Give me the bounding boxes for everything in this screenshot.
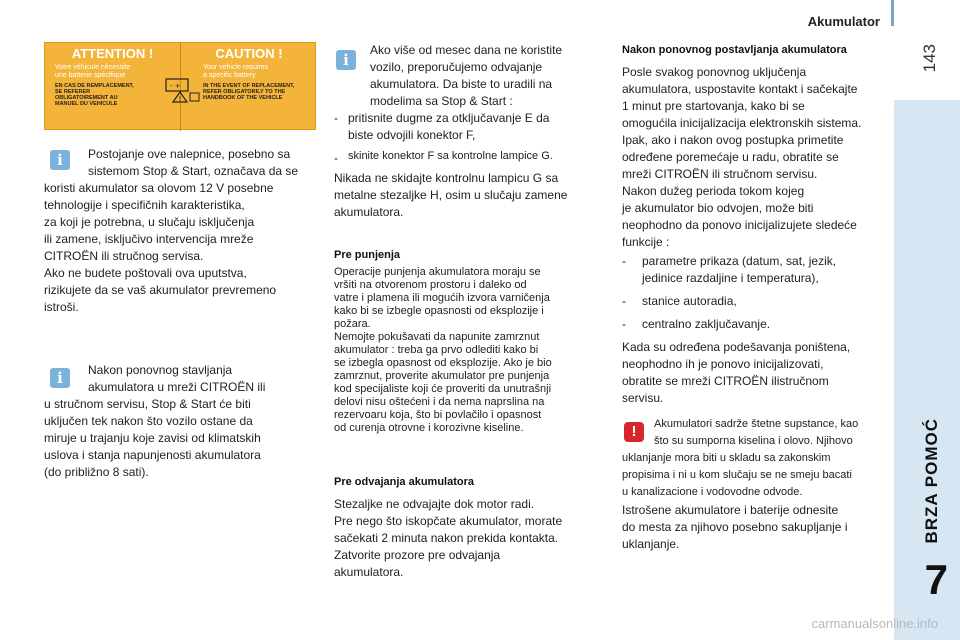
text-line: vatre i plamena ili mogućih izvora varničenja — [334, 292, 550, 304]
text-line: Kada su određena podešavanja poništena, — [622, 340, 851, 354]
info-icon: i — [336, 50, 356, 70]
charging-text — [334, 266, 604, 435]
text-line: 1 minut pre startovanja, kako bi se — [622, 99, 805, 113]
battery-warning-icon — [163, 77, 201, 103]
text-line: se izbegla opasnost od eksplozije. Ako je bio — [334, 357, 552, 369]
text-line: servisu. — [622, 391, 664, 405]
section-heading: Pre punjenja — [334, 249, 401, 261]
label-en-line1: Your vehicle requires — [203, 64, 269, 71]
disconnect-text — [334, 496, 604, 581]
label-fr-small: EN CAS DE REMPLACEMENT, SE REFERER OBLIGATOIREMENT AU MANUEL DU VEHICULE — [55, 83, 134, 107]
warning-lamp-note — [334, 170, 602, 221]
text-line: od curenja otrovne i korozivne kiseline. — [334, 422, 524, 434]
text-line: funkcije : — [622, 235, 670, 249]
text-line: kako bi se izbegle opasnosti od eksplozije i — [334, 305, 544, 317]
header-divider — [891, 0, 894, 26]
text-line: sistemom Stop & Start, označava da se — [88, 164, 299, 178]
text-line: što su sumporna kiselina i olovo. Njihovo — [654, 435, 853, 447]
text-line: Nakon dužeg perioda tokom kojeg — [622, 184, 805, 198]
text-line: obratite se mreži CITROËN ilistručnom — [622, 374, 829, 388]
label-fr-line2: une batterie spécifique — [55, 72, 126, 79]
list-item: - pritisnite dugme za otključavanje E da biste odvojili konektor F, — [334, 111, 550, 142]
text-line: uklanjanje mora biti u skladu sa zakonskim — [622, 452, 831, 464]
info-icon: i — [50, 150, 70, 170]
text-line: akumulatora, uspostavite kontakt i sačekajte — [622, 82, 858, 96]
text-line: uključen tek nakon što vozilo ostane da — [44, 414, 253, 428]
text-line: Ako ne budete poštovali ova uputstva, — [44, 266, 247, 280]
text-line: skinite konektor F sa kontrolne lampice G. — [348, 150, 553, 162]
text-line: Pre nego što iskopčate akumulator, morate — [334, 514, 563, 528]
text-line: propisima i ni u kom slučaju se ne smeju bacati — [622, 469, 852, 481]
text-line: jedinice razdaljine i temperatura), — [642, 271, 819, 285]
recycling-note — [622, 502, 892, 553]
text-line: miruje u trajanju koje zavisi od klimatskih — [44, 431, 261, 445]
text-line: mreži CITROËN ili stručnom servisu. — [622, 167, 818, 181]
hazard-note — [622, 416, 894, 501]
label-caution: CAUTION ! — [215, 46, 283, 61]
text-line: vozilo, preporučujemo odvajanje — [370, 60, 543, 74]
text-line: određene poremećaje u radu, obratite se — [622, 150, 839, 164]
text-line: do mesta za njihovo posebno sakupljanje i — [622, 520, 848, 534]
list-item: - skinite konektor F sa kontrolne lampice G. — [334, 150, 553, 165]
reinit-paragraph — [622, 339, 892, 407]
list-item: - stanice autoradia, — [622, 294, 737, 308]
text-line: Nakon ponovnog stavljanja — [88, 363, 233, 377]
page-number: 143 — [920, 44, 939, 73]
disconnect-instructions — [334, 42, 602, 167]
warning-icon: ! — [624, 422, 644, 442]
text-line: kod specijaliste koji će proveriti da unutrašnji — [334, 383, 552, 395]
text-line: Stezaljke ne odvajajte dok motor radi. — [334, 497, 535, 511]
chapter-number: 7 — [924, 556, 948, 603]
text-line: Postojanje ove nalepnice, posebno sa — [88, 147, 291, 161]
stop-start-note — [44, 362, 314, 481]
text-line: Ipak, ako i nakon ovog postupka primetite — [622, 133, 844, 147]
label-french — [45, 43, 181, 131]
text-line: istroši. — [44, 300, 79, 314]
text-line: stanice autoradia, — [642, 294, 737, 308]
reconnect-text — [622, 64, 892, 407]
text-line: parametre prikaza (datum, sat, jezik, — [642, 254, 837, 268]
label-en-line2: a specific battery — [203, 72, 256, 79]
text-line: u kanalizacione i vodovodne odvode. — [622, 486, 803, 498]
label-explanation — [44, 146, 314, 316]
label-fr-line1: Votre véhicule nécessite — [55, 64, 131, 71]
text-line: sačekati 2 minuta nakon prekida kontakta. — [334, 531, 559, 545]
text-line: vršiti na otvorenom prostoru i daleko od — [334, 279, 527, 291]
watermark: carmanualsonline.info — [811, 616, 938, 631]
text-line: akumulatora. — [334, 205, 404, 219]
text-line: rizikujete da se vaš akumulator prevremeno — [44, 283, 277, 297]
info-icon: i — [50, 368, 70, 388]
text-line: Operacije punjenja akumulatora moraju se — [334, 266, 541, 278]
list-item: - parametre prikaza (datum, sat, jezik, jedinice razdaljine i temperatura), — [622, 254, 837, 285]
text-line: Nemojte pokušavati da napunite zamrznut — [334, 331, 540, 343]
svg-text:- +: - + — [170, 82, 181, 90]
text-line: je akumulator bio odvojen, može biti — [622, 201, 814, 215]
text-line: rezervoaru koja, što bi povlačilo i opasnost — [334, 409, 542, 421]
text-line: Posle svakog ponovnog uključenja — [622, 65, 807, 79]
text-line: tehnologije i specifičnih karakteristika, — [44, 198, 245, 212]
text-line: ili zamene, isključivo intervencija mreže — [44, 232, 254, 246]
text-line: akumulatora. — [334, 565, 404, 579]
text-line: uklanjanje. — [622, 537, 680, 551]
text-line: za koji je potrebna, u slučaju isključenja — [44, 215, 255, 229]
section-heading: Pre odvajanja akumulatora — [334, 476, 474, 488]
text-line: Istrošene akumulatore i baterije odnesite — [622, 503, 839, 517]
label-english — [178, 43, 317, 131]
text-line: delovi nisu oštećeni i da nema naprslina na — [334, 396, 545, 408]
text-line: požara. — [334, 318, 371, 330]
text-line: Zatvorite prozore pre odvajanja — [334, 548, 501, 562]
text-line: Ako više od mesec dana ne koristite — [370, 43, 563, 57]
text-line: CITROËN ili stručnog servisa. — [44, 249, 204, 263]
text-line: u stručnom servisu, Stop & Start će biti — [44, 397, 251, 411]
text-line: akumulatora u mreži CITROËN ili — [88, 380, 266, 394]
text-line: neophodno ih je ponovo inicijalizovati, — [622, 357, 824, 371]
text-line: omogućila inicijalizacija elektronskih sistema. — [622, 116, 862, 130]
page-title: Akumulator — [807, 14, 880, 29]
text-line: akumulatora. Da biste to uradili na — [370, 77, 553, 91]
label-attention: ATTENTION ! — [71, 46, 154, 61]
text-line: uslova i stanja napunjenosti akumulatora — [44, 448, 261, 462]
text-line: koristi akumulator sa olovom 12 V posebne — [44, 181, 274, 195]
text-line: modelima sa Stop & Start : — [370, 94, 513, 108]
svg-text:!: ! — [178, 95, 182, 103]
text-line: Nikada ne skidajte kontrolnu lampicu G sa — [334, 171, 559, 185]
section-heading: Nakon ponovnog postavljanja akumulatora — [622, 44, 847, 56]
text-line: (do približno 8 sati). — [44, 465, 149, 479]
text-line: centralno zaključavanje. — [642, 317, 771, 331]
text-line: zamrznut, proverite akumulator pre punjenja — [334, 370, 550, 382]
section-label: BRZA POMOĆ — [922, 418, 941, 544]
label-en-small: IN THE EVENT OF REPLACEMENT, REFER OBLIGATORILY TO THE HANDBOOK OF THE VEHICLE — [203, 83, 295, 101]
battery-warning-label — [44, 42, 316, 130]
text-line: biste odvojili konektor F, — [348, 128, 476, 142]
text-line: metalne stezaljke H, osim u slučaju zamene — [334, 188, 568, 202]
text-line: Akumulatori sadrže štetne supstance, kao — [654, 418, 859, 430]
text-line: akumulator : treba ga prvo odlediti kako bi — [334, 344, 539, 356]
text-line: pritisnite dugme za otključavanje E da — [348, 111, 550, 125]
text-line: neophodno da ponovo inicijalizujete sledeće — [622, 218, 857, 232]
list-item: - centralno zaključavanje. — [622, 317, 771, 331]
